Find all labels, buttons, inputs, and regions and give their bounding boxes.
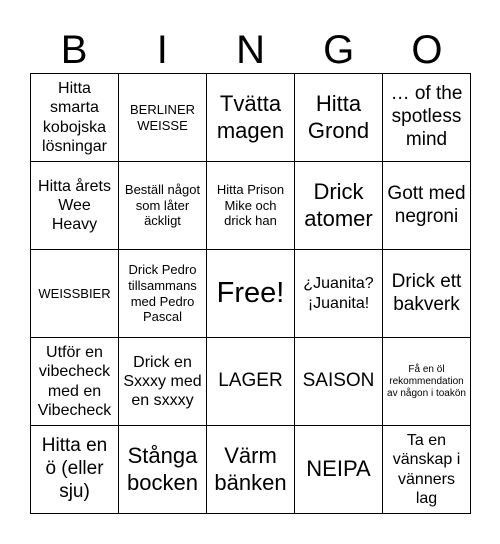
free-cell[interactable]: Free! — [207, 250, 295, 338]
bingo-grid — [30, 73, 471, 514]
bingo-cell[interactable]: Hitta Prison Mike och drick han — [207, 162, 295, 250]
bingo-header — [30, 26, 471, 74]
bingo-cell[interactable]: Stånga bocken — [119, 426, 207, 514]
bingo-cell[interactable]: WEISSBIER — [31, 250, 119, 338]
bingo-cell[interactable]: Tvätta magen — [207, 74, 295, 162]
bingo-cell[interactable]: Drick en Sxxxy med en sxxxy — [119, 338, 207, 426]
header-letter-o: O — [411, 28, 443, 72]
bingo-cell[interactable]: BERLINER WEISSE — [119, 74, 207, 162]
bingo-cell[interactable]: ¿Juanita? ¡Juanita! — [295, 250, 383, 338]
bingo-cell[interactable]: Beställ något som låter äckligt — [119, 162, 207, 250]
bingo-cell[interactable]: Ta en vänskap i vänners lag — [383, 426, 471, 514]
bingo-cell[interactable]: Drick ett bakverk — [383, 250, 471, 338]
header-letter-b: B — [60, 28, 88, 72]
bingo-cell[interactable]: … of the spotless mind — [383, 74, 471, 162]
bingo-cell[interactable]: Värm bänken — [207, 426, 295, 514]
bingo-cell[interactable]: Hitta Grond — [295, 74, 383, 162]
bingo-cell[interactable]: NEIPA — [295, 426, 383, 514]
bingo-cell[interactable]: Hitta smarta kobojska lösningar — [31, 74, 119, 162]
header-letter-n: N — [236, 28, 265, 72]
bingo-cell[interactable]: Utför en vibecheck med en Vibecheck — [31, 338, 119, 426]
bingo-cell[interactable]: Drick Pedro tillsammans med Pedro Pascal — [119, 250, 207, 338]
bingo-cell[interactable]: Drick atomer — [295, 162, 383, 250]
bingo-cell[interactable]: LAGER — [207, 338, 295, 426]
bingo-cell[interactable]: Hitta en ö (eller sju) — [31, 426, 119, 514]
bingo-cell[interactable]: Hitta årets Wee Heavy — [31, 162, 119, 250]
bingo-cell[interactable]: Gott med negroni — [383, 162, 471, 250]
header-letter-i: I — [156, 28, 168, 72]
header-letter-g: G — [323, 28, 355, 72]
bingo-cell[interactable]: Få en öl rekommendation av någon i toakön — [383, 338, 471, 426]
bingo-cell[interactable]: SAISON — [295, 338, 383, 426]
